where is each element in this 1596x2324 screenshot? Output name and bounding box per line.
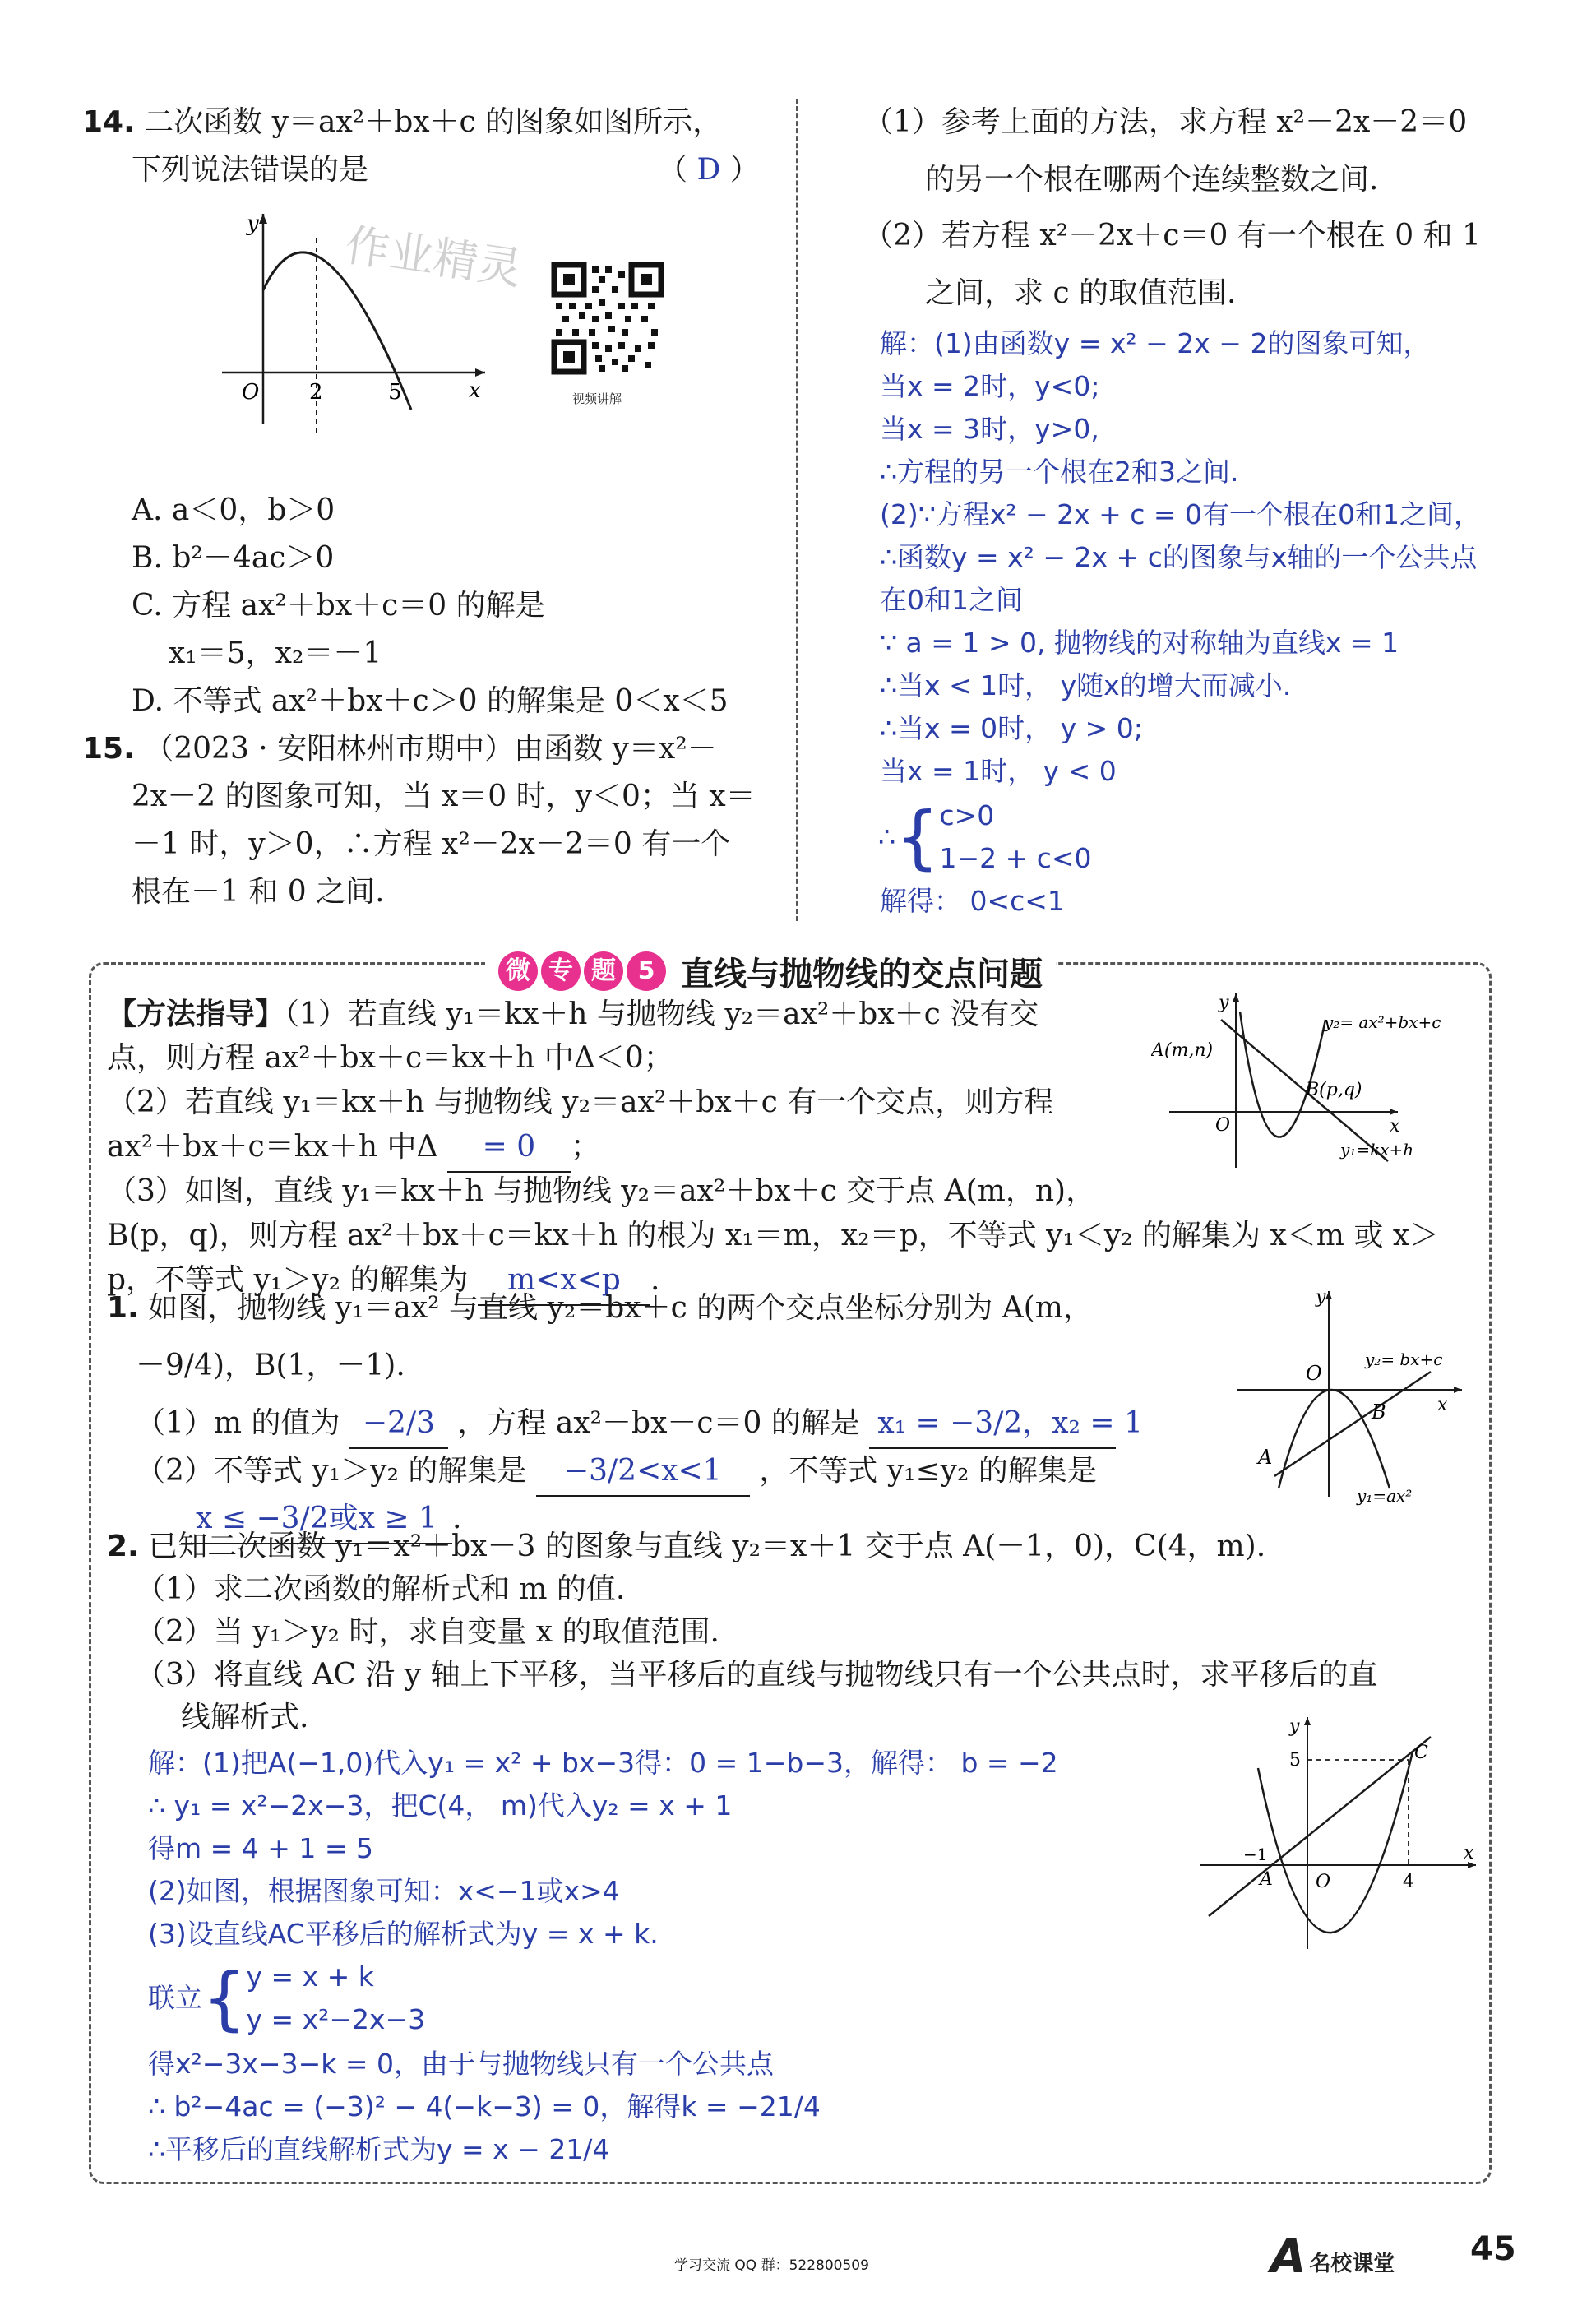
page-number: 45 (1470, 2230, 1516, 2268)
x-label: x (1390, 1116, 1400, 1137)
p1-sub1-text: （1）m 的值为 (136, 1406, 340, 1440)
p2-solution-7: ∴ b²−4ac = (−3)² − 4(−k−3) = 0，解得k = −21/4 (148, 2090, 821, 2123)
x-axis-arrow (1454, 1387, 1462, 1393)
x-axis-arrow (1390, 1109, 1398, 1115)
method-line2: 点，则方程 ax²＋bx＋c＝kx＋h 中Δ＜0； (107, 1041, 673, 1075)
q14-option-c: C. 方程 ax²＋bx＋c＝0 的解是 (132, 589, 545, 623)
method-graph (1151, 987, 1497, 1184)
p2-system-lines (246, 1956, 425, 2041)
q15-line4: 根在－1 和 0 之间. (132, 875, 385, 909)
p2-system-brace: { (202, 1958, 247, 2039)
p2-solution-3: 得m = 4 + 1 = 5 (148, 1832, 374, 1864)
q15-line1 (82, 725, 717, 773)
p2-number: 2. (107, 1530, 139, 1563)
point-a-label: A (1258, 1446, 1273, 1469)
p2-solution-8: ∴平移后的直线解析式为y = x − 21/4 (148, 2133, 610, 2165)
point-b-label: B (1372, 1400, 1386, 1424)
q14-stem-line1 (82, 99, 722, 146)
parabola-curve (1240, 1012, 1325, 1137)
line-label: y₁=kx+h (1340, 1140, 1414, 1160)
p2-system-line1: y = x + k (246, 1961, 374, 1993)
p1-line2: －9/4)，B(1，－1). (136, 1349, 405, 1382)
p2-sub2: （2）当 y₁＞y₂ 时，求自变量 x 的取值范围. (136, 1615, 719, 1649)
p1-answer-roots: x₁ = −3/2，x₂ = 1 (869, 1400, 1116, 1449)
blank-delta: = 0 (447, 1123, 571, 1173)
tick-5-label: 5 (1289, 1750, 1301, 1771)
q15-solution-6: ∴函数y = x² − 2x + c的图象与x轴的一个公共点 (880, 541, 1478, 573)
qr-code[interactable] (551, 262, 664, 375)
q15-result: 解得： 0<c<1 (880, 885, 1065, 917)
parabola-label: y₂= ax²+bx+c (1324, 1012, 1441, 1032)
q15-line2: 2x－2 的图象可知，当 x＝0 时，y＜0；当 x＝ (132, 780, 756, 813)
q15-solution-10: ∴当x = 0时， y > 0; (880, 712, 1143, 744)
column-divider (796, 99, 798, 921)
x-label: x (1437, 1395, 1448, 1415)
q15-system-prefix: ∴ (878, 821, 895, 853)
q15-solution-4: ∴方程的另一个根在2和3之间. (880, 456, 1239, 488)
q14-answer-close: ） (729, 153, 760, 187)
parabola-curve (1258, 1752, 1413, 1933)
p2-sub3: （3）将直线 AC 沿 y 轴上下平移，当平移后的直线与抛物线只有一个公共点时，求平移后的直 (136, 1658, 1378, 1692)
brand-logo-a: A (1270, 2230, 1307, 2284)
q14-answer (658, 146, 760, 194)
p1-number: 1. (107, 1291, 139, 1325)
q15-solution-8: ∵ a = 1 > 0, 抛物线的对称轴为直线x = 1 (880, 627, 1399, 659)
p2-solution-2: ∴ y₁ = x²−2x−3，把C(4， m)代入y₂ = x + 1 (148, 1789, 733, 1822)
origin-label: O (1316, 1872, 1331, 1892)
y-label: y (247, 211, 259, 236)
p2-graph (1192, 1711, 1488, 1957)
line-label: y₂= bx+c (1365, 1349, 1443, 1369)
x-axis-arrow (475, 368, 485, 377)
method-line4-semicolon: ； (570, 1130, 600, 1164)
q14-option-d: D. 不等式 ax²＋bx＋c＞0 的解集是 0＜x＜5 (132, 684, 729, 718)
footer-brand (1270, 2230, 1395, 2284)
p2-sub3-cont: 线解析式. (181, 1701, 309, 1734)
q14-number: 14. (82, 105, 135, 139)
p1-sub2-line2: x ≤ −3/2或x ≥ 1 . (181, 1495, 461, 1544)
q15-solution-5: (2)∵方程x² − 2x + c = 0有一个根在0和1之间， (880, 498, 1482, 530)
q15-solution-7: 在0和1之间 (880, 584, 1023, 616)
p2-system-line2: y = x²−2x−3 (246, 2003, 426, 2035)
parabola-label: y₁=ax² (1357, 1486, 1413, 1506)
method-line4-text: ax²＋bx＋c＝kx＋h 中Δ (107, 1130, 438, 1164)
watermark: 作业精灵 (342, 219, 525, 295)
x-label: x (469, 378, 481, 403)
q15-line3: －1 时，y＞0，∴方程 x²－2x－2＝0 有一个 (132, 827, 731, 861)
p2-system (148, 1956, 425, 2041)
qr-caption: 视频讲解 (572, 391, 622, 406)
q15-solution-1: 解：(1)由函数y = x² − 2x − 2的图象可知， (880, 327, 1431, 359)
badge-char-1: 微 (498, 951, 538, 991)
q15-part1-line1: （1）参考上面的方法，求方程 x²－2x－2＝0 (863, 105, 1468, 139)
q15-number: 15. (82, 732, 135, 766)
q15-solution-2: 当x = 2时，y<0; (880, 370, 1100, 402)
tick-4-label: 4 (1403, 1872, 1414, 1892)
q14-stem-line2: 下列说法错误的是 (132, 153, 369, 187)
method-line1-text: （1）若直线 y₁＝kx＋h 与抛物线 y₂＝ax²＋bx＋c 没有交 (285, 998, 1039, 1031)
p2-solution-4: (2)如图，根据图象可知：x<−1或x>4 (148, 1875, 620, 1907)
p1-sub1 (136, 1400, 1143, 1449)
q15-system (878, 794, 1092, 880)
method-line5: （3）如图，直线 y₁＝kx＋h 与抛物线 y₂＝ax²＋bx＋c 交于点 A(m，n)， (107, 1174, 1096, 1208)
q15-system-lines (939, 794, 1091, 880)
method-line7-period: . (650, 1263, 660, 1297)
p1-sub1-mid: ，方程 ax²－bx－c＝0 的解是 (457, 1406, 860, 1440)
y-label: y (1219, 993, 1229, 1013)
p1-sub2-text: （2）不等式 y₁＞y₂ 的解集是 (136, 1454, 527, 1488)
x-label: x (1464, 1843, 1474, 1863)
origin-label: O (242, 380, 260, 405)
q15-system-brace: { (895, 797, 940, 877)
point-b-label: B(p,q) (1306, 1080, 1362, 1100)
q15-system-line2: 1−2 + c<0 (939, 842, 1092, 874)
p2-solution-5: (3)设直线AC平移后的解析式为y = x + k. (148, 1918, 659, 1950)
micro-topic-badge (498, 951, 666, 991)
p2-solution-1: 解：(1)把A(−1,0)代入y₁ = x² + bx−3得：0 = 1−b−3，解得： b = −2 (148, 1747, 1058, 1779)
origin-label: O (1215, 1115, 1231, 1136)
p1-line1 (107, 1285, 1093, 1332)
method-line3: （2）若直线 y₁＝kx＋h 与抛物线 y₂＝ax²＋bx＋c 有一个交点，则方程 (107, 1086, 1054, 1119)
point-a-label: A (1260, 1869, 1273, 1890)
tick-5-label: 5 (388, 380, 402, 405)
p2-line1-text: 已知二次函数 y₁＝x²＋bx－3 的图象与直线 y₂＝x＋1 交于点 A(－1，0)，C(4，m). (148, 1530, 1266, 1563)
p1-graph (1233, 1283, 1480, 1513)
point-a-label: A(m,n) (1151, 1040, 1214, 1061)
y-axis-arrow (259, 214, 267, 224)
method-line4 (107, 1123, 600, 1173)
q14-stem-text: 二次函数 y＝ax²＋bx＋c 的图象如图所示， (144, 105, 723, 139)
p1-answer-interval2: x ≤ −3/2或x ≥ 1 (181, 1495, 452, 1544)
q14-option-c-roots: x₁＝5，x₂＝－1 (169, 637, 382, 670)
q14-answer-value: D (696, 153, 721, 187)
line-y2 (1274, 1372, 1431, 1476)
origin-label: O (1306, 1362, 1322, 1385)
badge-char-4: 5 (627, 951, 666, 991)
p2-line1 (107, 1523, 1265, 1571)
y-axis-arrow (1233, 993, 1239, 1002)
y-axis-arrow (1325, 1291, 1332, 1299)
tick-minus1-label: −1 (1243, 1845, 1268, 1864)
method-line7-text: p，不等式 y₁＞y₂ 的解集为 (107, 1263, 469, 1297)
p2-sub1: （1）求二次函数的解析式和 m 的值. (136, 1572, 626, 1606)
q15-part1-line2: 的另一个根在哪两个连续整数之间. (925, 163, 1379, 197)
q15-part2-line1: （2）若方程 x²－2x＋c＝0 有一个根在 0 和 1 (863, 219, 1481, 252)
micro-topic-banner (485, 946, 1056, 997)
q15-solution-11: 当x = 1时， y < 0 (880, 755, 1117, 787)
q15-solution-9: ∴当x < 1时， y随x的增大而减小. (880, 669, 1292, 701)
point-c-label: C (1414, 1743, 1428, 1763)
footer-qq: 学习交流 QQ 群：522800509 (674, 2257, 869, 2274)
q15-line1-text: （2023 · 安阳林州市期中）由函数 y＝x²－ (144, 732, 717, 766)
q14-option-b: B. b²－4ac＞0 (132, 541, 335, 575)
tick-2-label: 2 (309, 380, 323, 405)
blank-interval: m<x<p (478, 1257, 650, 1306)
method-line6: B(p，q)，则方程 ax²＋bx＋c＝kx＋h 的根为 x₁＝m，x₂＝p，不等式 y₁＜y₂ 的解集为 x＜m 或 x＞ (107, 1219, 1440, 1252)
p1-answer-interval1: −3/2<x<1 (536, 1447, 750, 1497)
micro-topic-title: 直线与抛物线的交点问题 (681, 955, 1043, 993)
p1-answer-m: −2/3 (349, 1400, 448, 1449)
p2-solution-6: 得x²−3x−3−k = 0，由于与抛物线只有一个公共点 (148, 2048, 774, 2080)
q14-answer-open: （ (658, 153, 688, 187)
y-label: y (1289, 1716, 1300, 1737)
q15-solution-3: 当x = 3时，y>0, (880, 413, 1099, 445)
p1-sub2 (136, 1447, 1097, 1497)
badge-char-2: 专 (541, 951, 581, 991)
q14-option-a: A. a＜0，b＞0 (132, 493, 335, 527)
y-label: y (1316, 1287, 1326, 1308)
brand-name: 名校课堂 (1309, 2252, 1395, 2276)
p1-line1-text: 如图，抛物线 y₁＝ax² 与直线 y₂＝bx＋c 的两个交点坐标分别为 A(m， (148, 1291, 1093, 1325)
y-axis-arrow (1304, 1717, 1311, 1725)
q15-system-line1: c>0 (939, 799, 995, 831)
p1-sub2-mid: ，不等式 y₁≤y₂ 的解集是 (759, 1454, 1097, 1488)
method-label: 【方法指导】 (107, 997, 285, 1031)
p2-system-prefix: 联立 (148, 1982, 202, 2014)
method-line1 (107, 990, 1039, 1039)
q15-part2-line2: 之间，求 c 的取值范围. (925, 276, 1237, 310)
badge-char-3: 题 (584, 951, 623, 991)
